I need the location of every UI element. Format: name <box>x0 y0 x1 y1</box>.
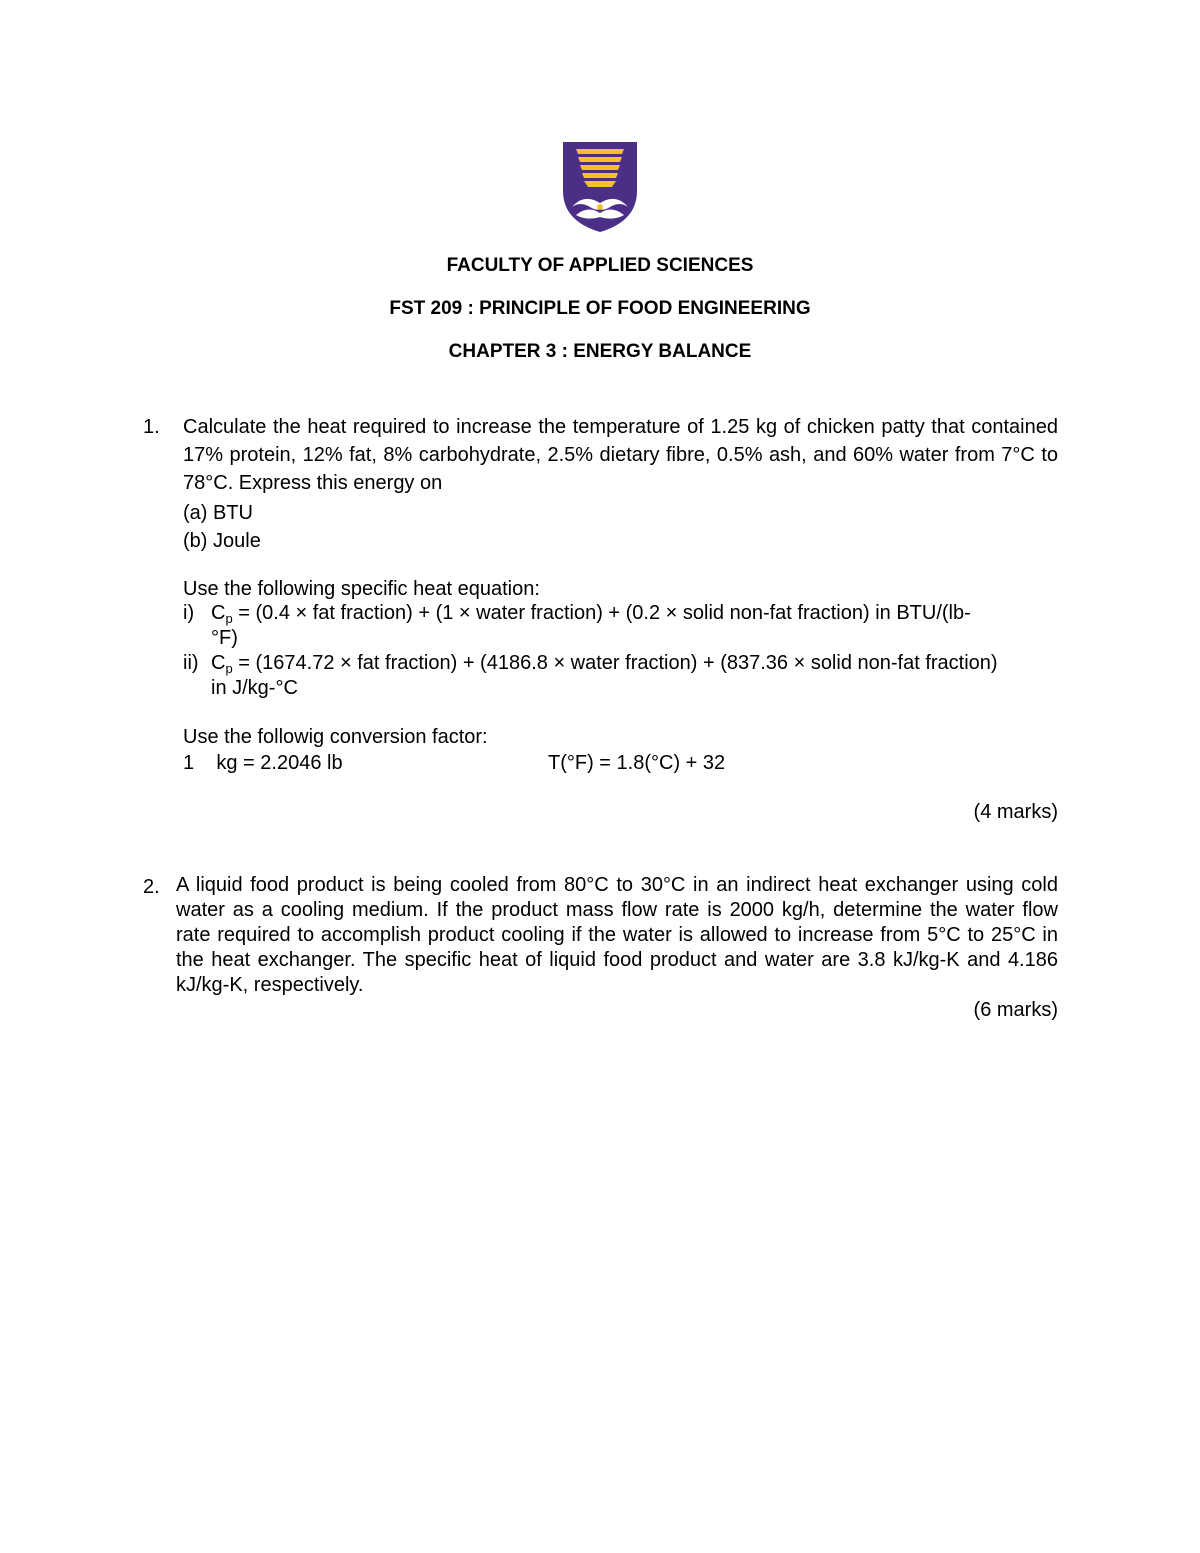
question-2-text: A liquid food product is being cooled from 80°C to 30°C in an indirect heat exchanger using cold water as a cooling medium. If the product mass flow rate is 2000 kg/h, determine the water flow rate required to accomplish product cooling if the water is allowed to increase from 5°C to 25°C in the heat exchanger. The specific heat of liquid food product and water are 3.8 kJ/kg-K and 4.186 kJ/kg-K, respectively. <box>176 874 1058 996</box>
course-title: FST 209 : PRINCIPLE OF FOOD ENGINEERING <box>389 298 811 319</box>
chapter-title: CHAPTER 3 : ENERGY BALANCE <box>448 341 752 362</box>
university-crest-logo <box>562 141 638 233</box>
equation-1-line2: °F) <box>211 627 238 649</box>
conversion-temperature: T(°F) = 1.8(°C) + 32 <box>548 752 726 774</box>
conversion-mass: 1 kg = 2.2046 lb <box>183 752 343 774</box>
equation-1-line1: $C_p = (0.4$ × fat fraction) + (1 × water fraction) + (0.2 × solid non-fat fraction) in BTU/(lb- <box>211 602 971 626</box>
equation-intro: Use the following specific heat equation: <box>183 578 540 600</box>
equation-2-line2: in J/kg-°C <box>211 677 298 699</box>
question-1-number: 1. <box>143 416 160 438</box>
question-1-option-b: (b) Joule <box>183 530 261 552</box>
faculty-title: FACULTY OF APPLIED SCIENCES <box>446 255 754 276</box>
question-2-number: 2. <box>143 876 160 898</box>
crest-center-dot <box>597 204 603 210</box>
equation-2-line1: $C_p = (1674.72$ × fat fraction) + (4186.8 × water fraction) + (837.36 × solid non-fat fraction) <box>211 652 998 676</box>
question-1-option-a: (a) BTU <box>183 502 253 524</box>
equation-1-label: i) <box>183 602 195 624</box>
conversion-intro: Use the followig conversion factor: <box>183 726 488 748</box>
question-1-text: Calculate the heat required to increase the temperature of 1.25 kg of chicken patty that contained 17% protein, 12% fat, 8% carbohydrate, 2.5% dietary fibre, 0.5% ash, and 60% water from 7°C to 78°C. Express this energy on <box>183 416 1058 494</box>
question-2-marks: (6 marks) <box>973 999 1058 1021</box>
equation-2-label: ii) <box>183 652 199 674</box>
question-1-marks: (4 marks) <box>973 801 1058 823</box>
